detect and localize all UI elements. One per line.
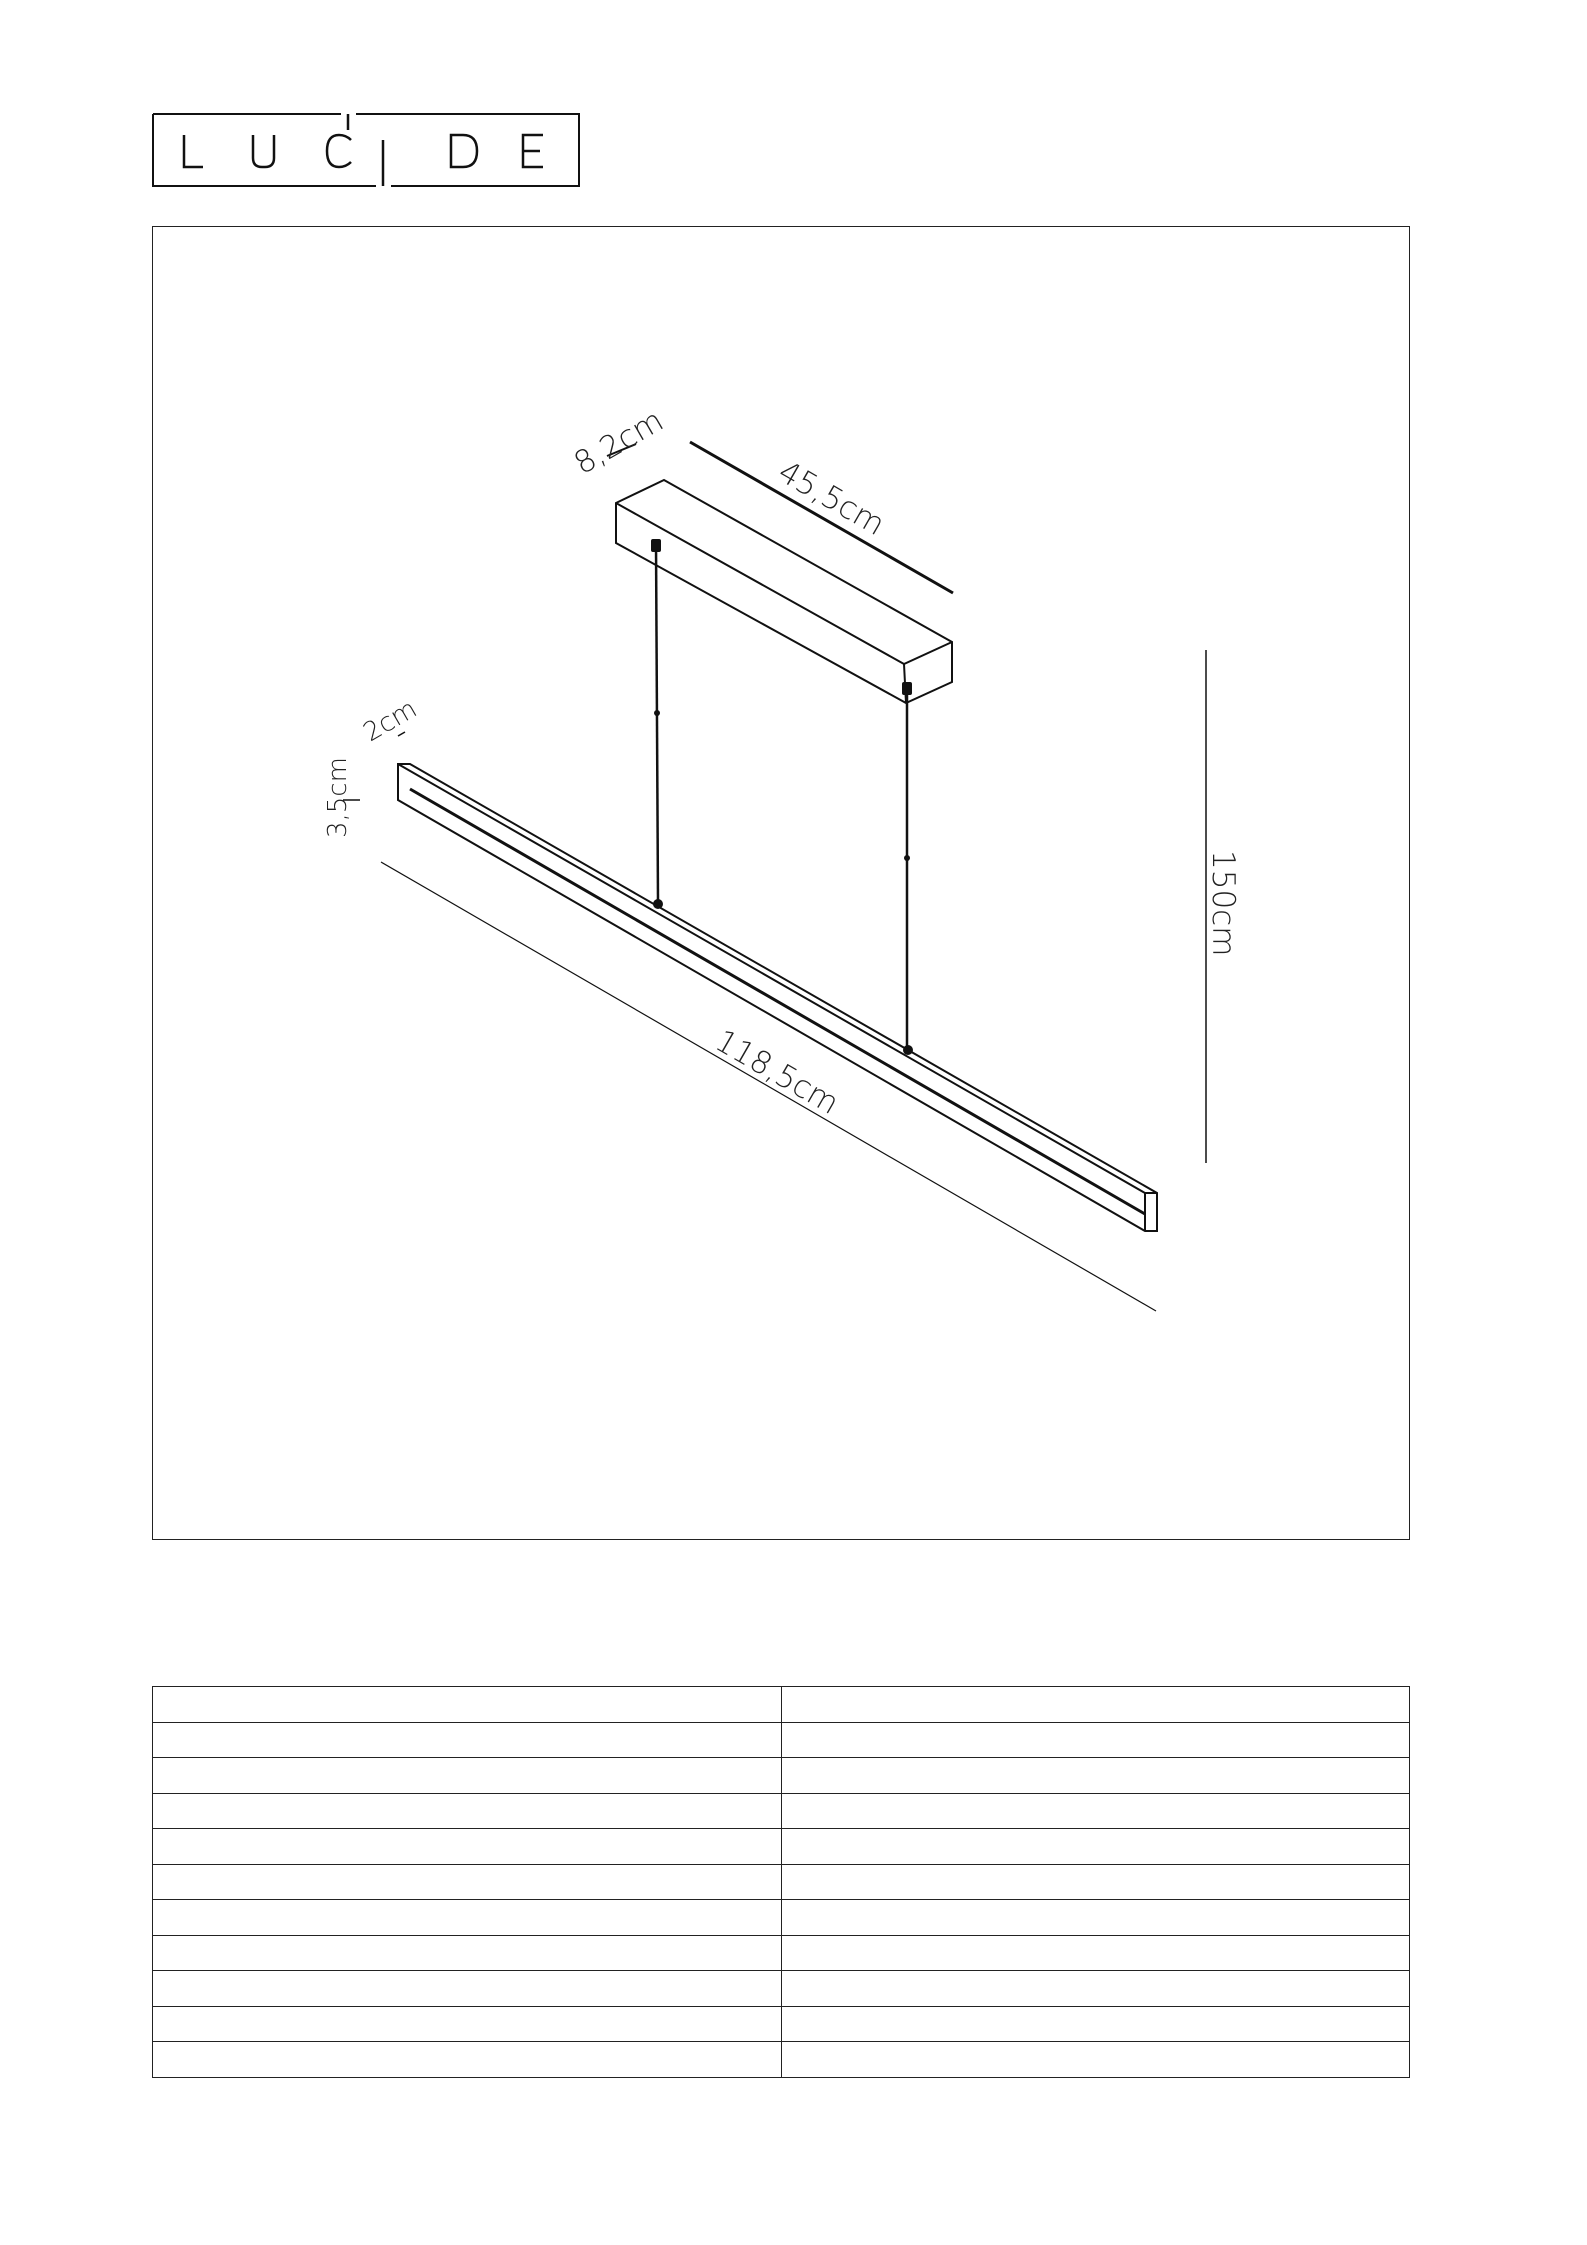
table-row — [153, 2006, 1410, 2042]
suspension-height-label: 150cm — [1205, 850, 1241, 957]
canopy-depth-label: 8,2cm — [568, 402, 670, 482]
table-row — [153, 1864, 1410, 1900]
table-row — [153, 1935, 1410, 1971]
table-row — [153, 1971, 1410, 2007]
canopy — [616, 480, 952, 703]
led-bar — [398, 764, 1157, 1231]
table-row — [153, 2042, 1410, 2078]
table-row — [153, 1758, 1410, 1794]
bar-height-label: 3,5cm — [323, 757, 353, 838]
cable-left — [656, 544, 658, 902]
canopy-length-label: 45,5cm — [772, 453, 891, 544]
table-row — [153, 1687, 1410, 1723]
table-row — [153, 1793, 1410, 1829]
spec-table — [152, 1686, 1410, 2078]
bar-length-label: 118,5cm — [709, 1022, 845, 1122]
table-row — [153, 1900, 1410, 1936]
bar-width-label: 2cm — [358, 693, 423, 749]
table-row — [153, 1722, 1410, 1758]
table-row — [153, 1829, 1410, 1865]
